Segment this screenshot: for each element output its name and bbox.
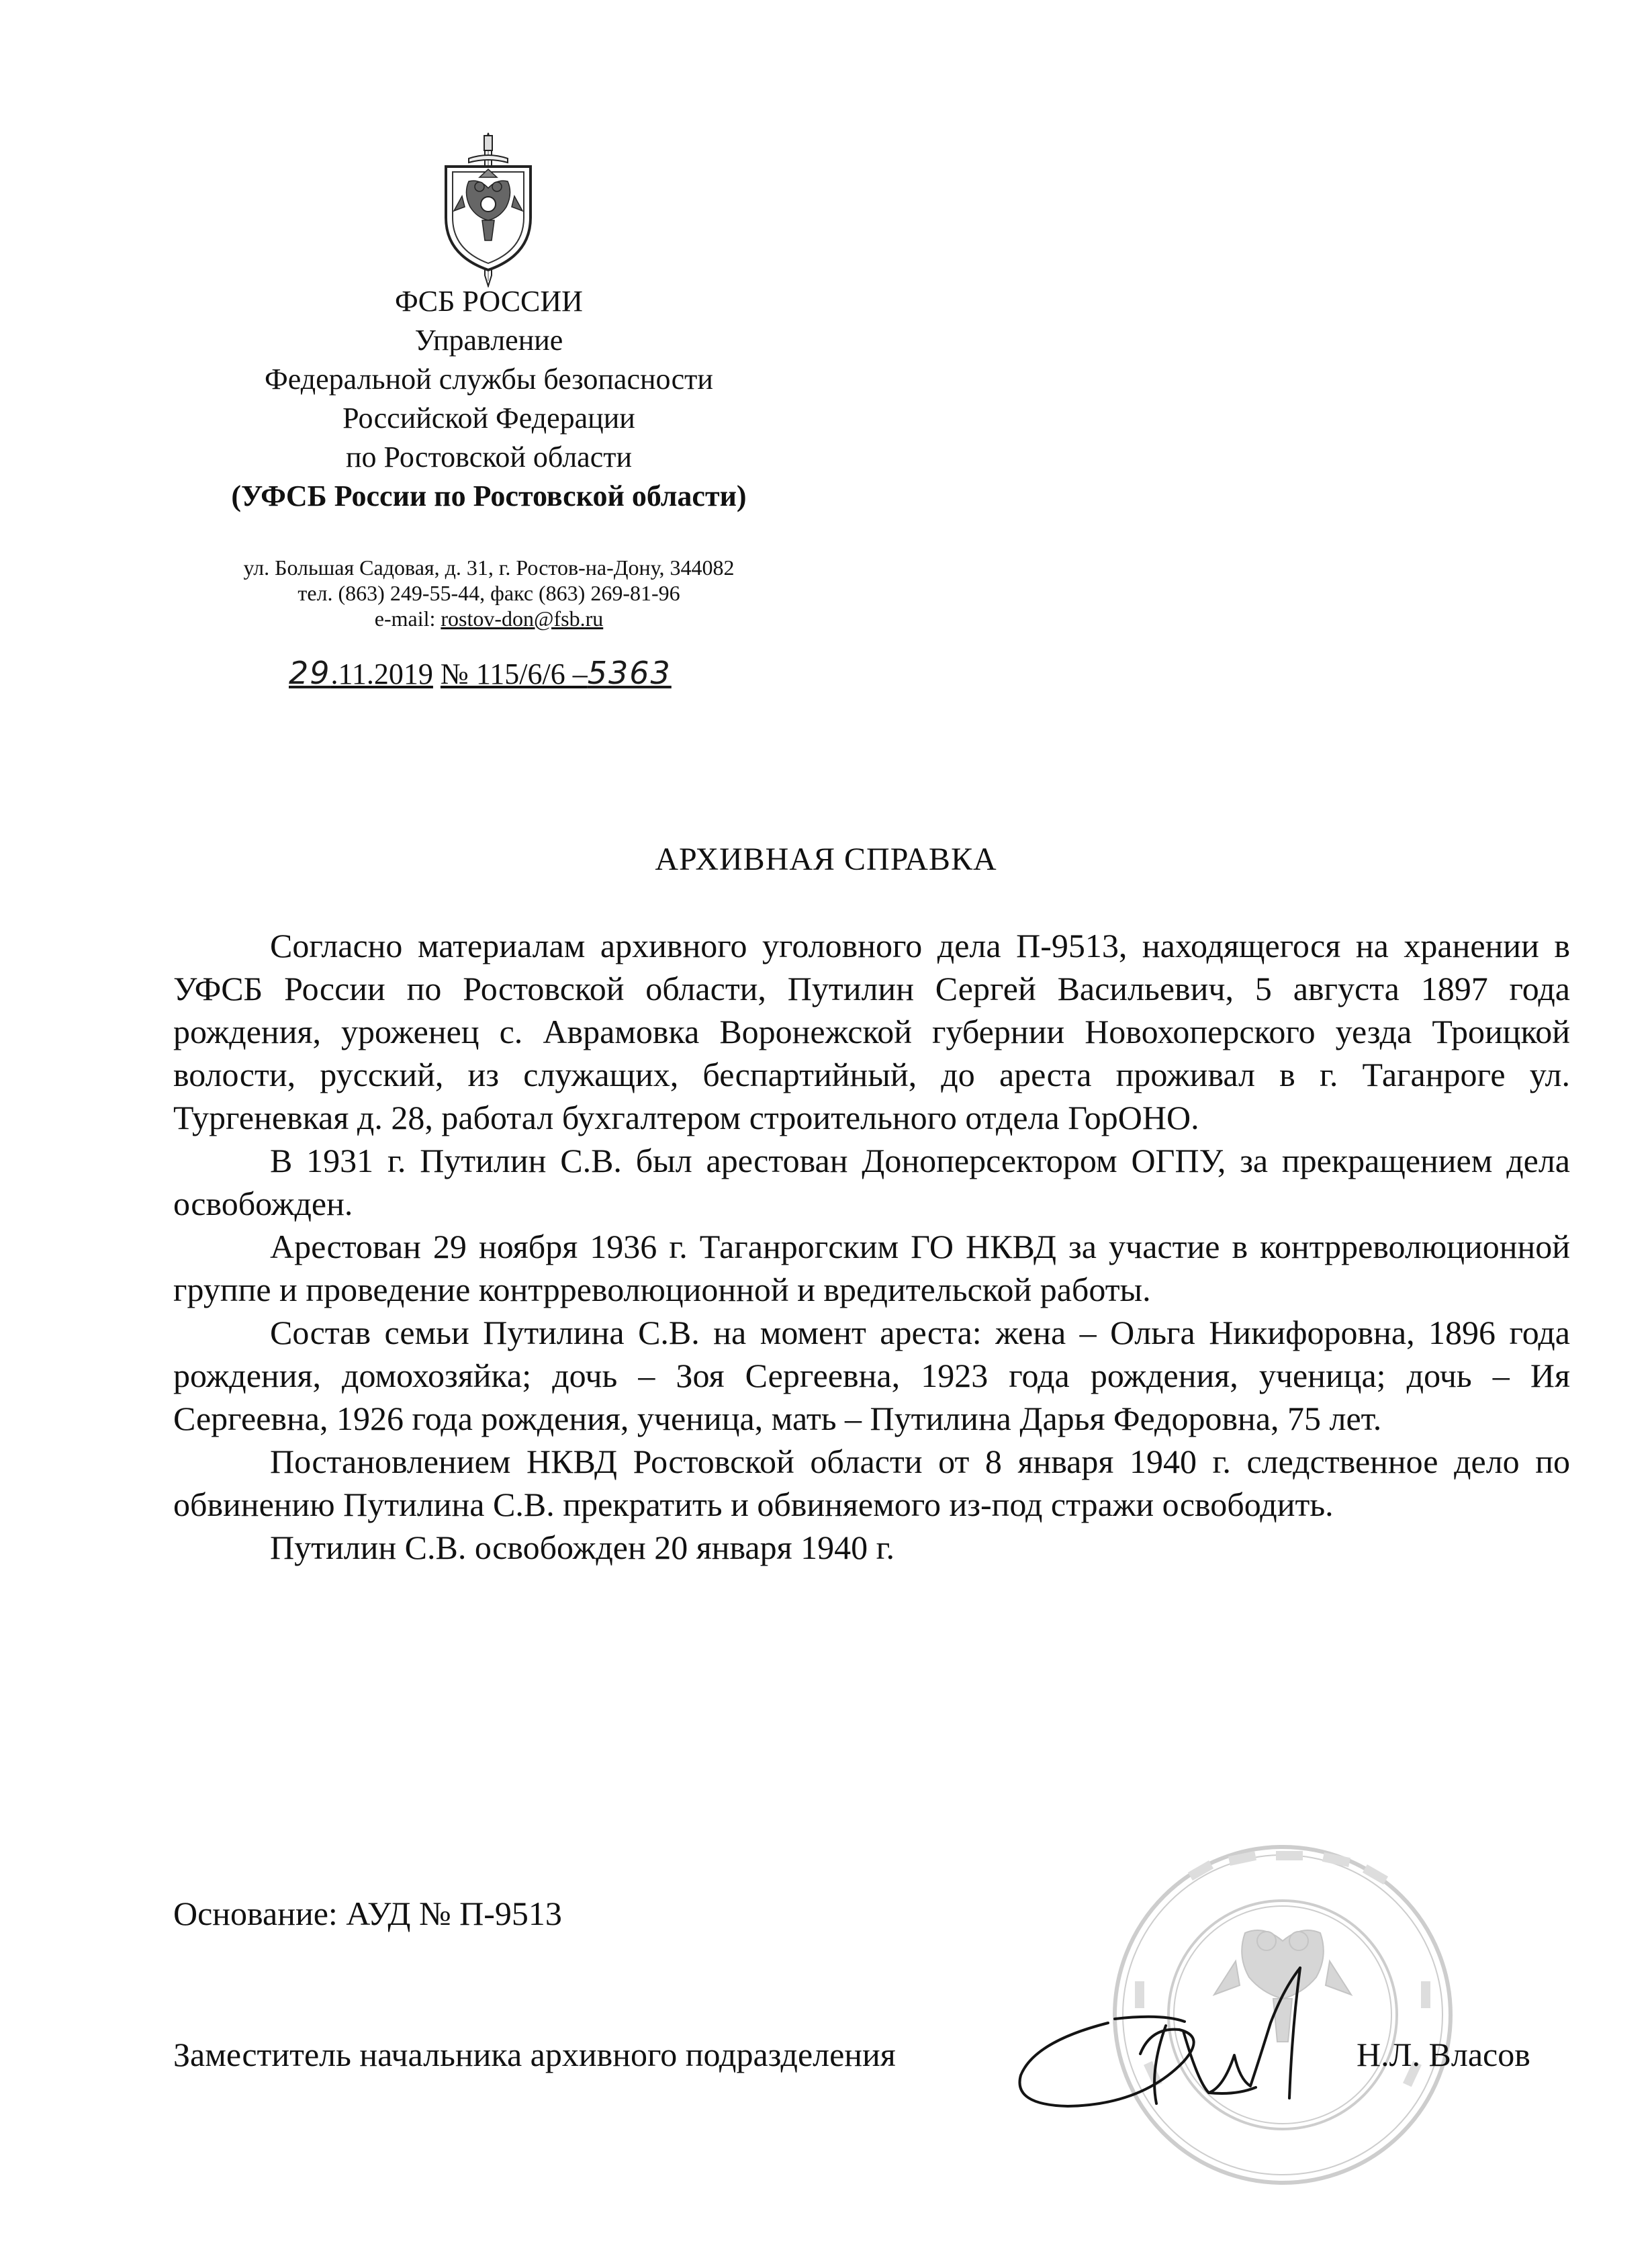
registration-number: № 115/6/6 – (440, 658, 588, 690)
phone-fax: тел. (863) 249-55-44, факс (863) 269-81-96 (297, 581, 680, 605)
document-title: АРХИВНАЯ СПРАВКА (655, 842, 997, 877)
org-line-2: Управление (414, 324, 563, 357)
signer-position: Заместитель начальника архивного подразделения (173, 2036, 896, 2073)
handwritten-day: 29 (289, 655, 331, 691)
paragraph-3: Арестован 29 ноября 1936 г. Таганрогским ГО НКВД за участие в контрреволюционной группе и проведение контрреволюционной и вредительской работы. (173, 1228, 1570, 1308)
paragraph-5: Постановлением НКВД Ростовской области от 8 января 1940 г. следственное дело по обвинению Путилина С.В. прекратить и обвиняемого из-под стражи освободить. (173, 1443, 1570, 1523)
org-short-name: (УФСБ России по Ростовской области) (231, 480, 747, 512)
org-line-3: Федеральной службы безопасности (265, 363, 713, 396)
handwritten-number: 5363 (587, 655, 672, 691)
organization-header (160, 282, 818, 516)
signer-name: Н.Л. Власов (1357, 2036, 1530, 2073)
handwritten-signature-icon (1007, 1961, 1383, 2122)
org-line-5: по Ростовской области (345, 441, 632, 473)
postal-address: ул. Большая Садовая, д. 31, г. Ростов-на-Дону, 344082 (243, 555, 735, 580)
basis-reference: Основание: АУД № П-9513 (173, 1895, 562, 1932)
document-body (173, 924, 1570, 1569)
registration-date: .11.2019 (330, 658, 433, 690)
address-block (160, 555, 818, 631)
org-line-4: Российской Федерации (342, 402, 635, 435)
email-label: e-mail: (374, 606, 441, 631)
registration-line (289, 654, 759, 693)
email-line (160, 606, 818, 631)
email-link[interactable]: rostov-don@fsb.ru (441, 606, 604, 631)
paragraph-2: В 1931 г. Путилин С.В. был арестован Доноперсектором ОГПУ, за прекращением дела освобожден. (173, 1142, 1570, 1222)
fsb-emblem-icon (435, 132, 541, 287)
paragraph-1: Согласно материалам архивного уголовного дела П-9513, находящегося на хранении в УФСБ России по Ростовской области, Путилин Сергей Васильевич, 5 августа 1897 года рождения, уроженец с. Аврамовка Воронежской губернии Новохоперского уезда Троицкой волости, русский, из служащих, беспартийный, до ареста проживал в г. Таганроге ул. Тургеневкая д. 28, работал бухгалтером строительного отдела ГорОНО. (173, 927, 1570, 1136)
paragraph-6: Путилин С.В. освобожден 20 января 1940 г. (270, 1529, 894, 1566)
org-line-1: ФСБ РОССИИ (395, 285, 583, 318)
paragraph-4: Состав семьи Путилина С.В. на момент ареста: жена – Ольга Никифоровна, 1896 года рождения, домохозяйка; дочь – Зоя Сергеевна, 1923 года рождения, ученица; дочь – Ия Сергеевна, 1926 года рождения, ученица, мать – Путилина Дарья Федоровна, 75 лет. (173, 1314, 1570, 1437)
